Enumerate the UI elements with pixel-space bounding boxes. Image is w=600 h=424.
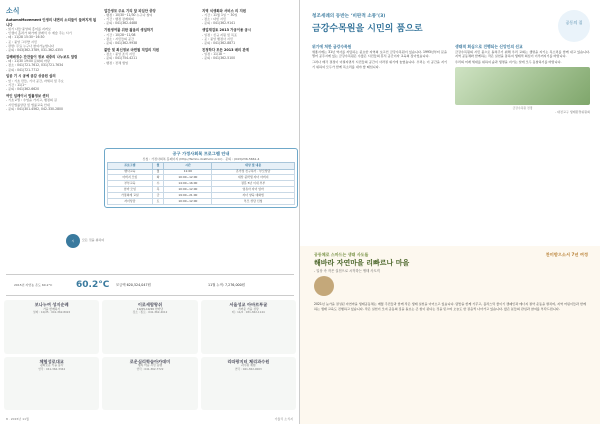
news-entry-title: 여인 임레이너 법률정보 센터 — [6, 93, 49, 98]
eco-subtitle: - 일상 속 작은 실천으로 시작하는 생태 사도직 — [314, 269, 380, 273]
news-entry-line: - 문의 : 041)754-4211 — [104, 56, 138, 61]
news-entry-line: - 일정 : 11/18 ~ — [202, 52, 226, 57]
event-info: 날짜 : 10/25 · 041-362-8022 — [33, 310, 71, 315]
program-title: 공구 가정사회복 프로그램 안내 — [172, 151, 230, 156]
news-entry-title: 기원생여를 위한 젊음의 생일하기 — [104, 28, 154, 33]
news-entry-line: - 문의 : 041)362-6620 — [6, 87, 40, 92]
news-entry-line: - 읽기 나들·중앙의 흥미를 지켜보 — [6, 27, 51, 32]
page-footer-left: 8 · 2015년 11월 — [6, 416, 29, 421]
event-title: 체험성로대교 — [39, 358, 64, 364]
table-cell: 10:00~12:00 — [164, 175, 212, 181]
news-entry — [6, 94, 98, 111]
table-header: 월 — [152, 163, 164, 169]
event-title: 보나누여 성지순례 — [34, 302, 69, 307]
event-info: 연락 : 041-362-9003 — [234, 366, 262, 371]
table-cell: 11:00 — [164, 169, 212, 175]
news-entry-line: - 시민법률상담 및 법률교육 안내 — [6, 102, 50, 107]
news-entry-line: - 곳 : 중앙 행정사 시민 — [202, 36, 233, 41]
event-title: 로운심리학습아카데미 — [129, 358, 171, 364]
news-entry — [202, 48, 294, 61]
news-section — [6, 6, 293, 272]
photo-caption: 금강수목원 전경 — [512, 105, 533, 110]
table-cell: 온가정 친구하기 · 부모상담 — [212, 169, 295, 175]
news-entry-line: - 기간 : 10/28~11/08 — [104, 32, 136, 37]
table-cell: 부부교육 — [108, 181, 153, 187]
news-entry-title: 임공 기 시 공예 공감 상공원 살의 — [6, 74, 56, 79]
table-header: 시간 — [164, 163, 212, 169]
section-heading: 소식 — [6, 6, 20, 15]
news-entry-line: - 행정 : 10/30~11/30 누구나 참여 — [104, 13, 153, 18]
table-cell: 부모 상담 신청 — [212, 199, 295, 205]
eco-apostle-section — [300, 246, 600, 424]
news-entry-line: - 문의 : 041)362-5100 — [202, 56, 236, 61]
table-cell: 자녀 양육 대화법 — [212, 193, 295, 199]
news-entry-line: - 문의 : 041)362-9938 — [104, 41, 138, 46]
laudato-logo-icon: 찬미받으소서 7년 여정 — [545, 252, 588, 257]
table-cell: 아버지 모임 — [108, 175, 153, 181]
event-subtitle: 가까운 가을 성당 — [237, 306, 259, 311]
news-entry — [6, 18, 98, 52]
article-paragraph: 세종시에는 31년 역사를 자랑하는 중요한 지역의 보고인 금강수목원이 있습니다. 1993년부터 문을 열어 공주시에 있는 금강수목원은 수많은 시민들의 휴식 공간이자 교육의 장이었습니다. — [312, 50, 447, 59]
news-entry-line: - 행정 : 전체 생업 — [104, 60, 129, 65]
news-entry-title: 지역 식생회와 서비스 의 지원 — [202, 8, 247, 13]
table-cell: 자녀상담 — [108, 199, 153, 205]
table-cell: 10:00~12:00 — [164, 187, 212, 193]
news-entry — [6, 55, 98, 72]
charity-temperature: 60.2°C — [76, 279, 110, 290]
event-info: 연락 : 041-362-7722 — [136, 366, 164, 371]
news-entry-line: - 장소 : 041)721-7612, 031)721-7634 — [6, 63, 64, 68]
news-entry-title: 생업재검토 2013 가공이용 공시 — [202, 28, 252, 33]
portrait-photo — [314, 276, 334, 296]
article-column-1 — [312, 44, 447, 240]
corner-logo-icon: 공동의 집 — [558, 10, 590, 42]
news-entry-title: 업간생모 주요 기리 알 피임안 중앙 — [104, 8, 156, 13]
event-info: 장소 : 종로 · 041-362-4012 — [132, 310, 168, 315]
table-row — [108, 199, 295, 205]
table-cell: 영유아 자녀 엄마 — [212, 187, 295, 193]
table-header: 프로그램 — [108, 163, 153, 169]
article-signature: - 대전교구 생태환경위원회 — [555, 110, 590, 115]
table-cell: 대상 중학생 자녀 아버지 — [212, 175, 295, 181]
event-info: 연락 : 041-362-3344 — [38, 366, 66, 371]
program-subtitle: 신청 : 가정사회복 홈페이지 (http://familu.dcatholic.or.kr) · 문의 : (043)236-5661-4 — [142, 156, 260, 161]
article-body — [312, 44, 590, 240]
news-entry-line: - 인생이 흘러가 화가에 클래식 수 예술 주는 시기 — [6, 31, 72, 36]
table-header: 대상 및 내용 — [212, 163, 295, 169]
news-entry-line: - 문의 : 041)301-4562, 042-330-2800 — [6, 106, 63, 111]
table-cell: 14:00~16:00 — [164, 181, 212, 187]
article-column-2 — [455, 44, 590, 240]
article-paragraph: 금강수목원의 시민 품으로 돌려주기 위해 우리 교회는 생명을 지키는 목소리를 함께 내고 있습니다. 지역 공동체와 함께하는 작은 실천을 통하여 생태적 회심이 이루어지기를 바랍니다. — [455, 50, 590, 59]
news-entry-title: 김해배정수 잔잔들이 정보 대중의 나누보도 알림 — [6, 54, 78, 59]
news-entry-line: - 기간 : 11/1~ — [6, 83, 27, 88]
table-cell: 결혼 5년 이내 부부 — [212, 181, 295, 187]
news-entry-line: - 일정 : 신규 지원 및 목표 — [202, 32, 237, 37]
event-subtitle: 평화로운 가을 농사 — [39, 363, 64, 368]
right-page — [300, 0, 600, 424]
event-title: 서울성교 아바르투굴 — [229, 302, 268, 307]
news-entry-line: - 문의 : 041)362-4488 — [104, 21, 138, 26]
news-entry — [104, 48, 196, 65]
event-subtitle: 가을 함께하기 — [43, 306, 61, 311]
charity-label: 2015년 자연농 온도 60.2°C — [14, 282, 53, 287]
news-entry-line: - 문의 : 041)362-9141 — [202, 21, 236, 26]
news-entry-line: - 때 : 11/30 19:00 문화의 마당 — [6, 59, 50, 64]
news-entry-line: - 기간 : 11월 1일 ~ 30일 — [202, 13, 238, 18]
event-subtitle: 행복 마음 시민 동행 — [137, 363, 163, 368]
charity-total: 모금액 620,524,047원 — [116, 282, 151, 287]
event-card — [4, 300, 99, 354]
table-cell: 월 — [152, 169, 164, 175]
news-entry-line: - 때 : 11/28 15:30~16:30 — [6, 35, 45, 40]
news-entry-line: - 기간 : 행정 장례회의 — [104, 17, 135, 22]
event-title: 이로세람랑쉬 — [137, 302, 163, 307]
table-cell: 19:00~21:00 — [164, 193, 212, 199]
circle-badge-icon: 시 — [66, 234, 80, 248]
table-cell: 엄마 모임 — [108, 187, 153, 193]
event-info: 때 : 11/2 · 031-362-1144 — [231, 310, 265, 315]
news-entry-line: - 기초교열 : 수업을 가지고, 행정의 길 — [6, 98, 57, 103]
table-cell: 토 — [152, 199, 164, 205]
news-entry-title: 불만 및 최신정보 마련될 직업의 지원 — [104, 47, 160, 52]
eco-title: 해바라 자연마을 리빠르나 마을 — [314, 259, 410, 267]
news-entry-line: - 곳 : 중앙 그루밭 시민 — [6, 39, 37, 44]
program-box — [104, 148, 298, 208]
event-card — [201, 300, 296, 354]
table-cell: 수 — [152, 181, 164, 187]
page-footer-right: 가톨릭 소식지 — [274, 416, 293, 421]
event-card — [4, 357, 99, 411]
article-subheading: 위기에 처한 금강수목원 — [312, 44, 352, 49]
news-entry — [6, 74, 98, 91]
article-kicker: 청조세례의 동반는 ‘비판적 소통’(3) — [312, 14, 386, 19]
article-subheading: 생태적 회심으로 진행되는 신앙인의 선교 — [455, 44, 523, 49]
event-subtitle: 과수원 체험 — [241, 363, 256, 368]
news-entry-line: - 관람: 무료 누구나 참여가능합니다 — [6, 43, 54, 48]
eco-kicker: 공동체로 스마드는 생태 사도들 — [314, 252, 369, 257]
season-grid — [4, 300, 296, 410]
table-cell: 목 — [152, 187, 164, 193]
article-paragraph: 우리의 미래 세대를 위하여 숲과 생명을 지키는 일에 모두 동참하기를 바랍니다. — [455, 60, 562, 65]
event-title: 리따랑지터 체리과수원 — [227, 358, 270, 364]
badge-label: 모든 것을 위하여 — [82, 238, 105, 242]
news-entry-title: AutumnMovement 인생의 내면의 소리들이 들려지게 됩니다 — [6, 17, 97, 27]
table-cell: 행사교육 — [108, 169, 153, 175]
table-cell: 가정의례 교실 — [108, 193, 153, 199]
event-card — [102, 300, 197, 354]
event-card — [201, 357, 296, 411]
news-entry-line: - 문의 : 043)362-3789, 031-362-4355 — [6, 47, 63, 52]
article-title: 금강수목원을 시민의 품으로 — [312, 24, 423, 34]
article-paragraph: 그러나 매각 결정이 이뤄지면서 시민들의 공간이 사라질 위기에 놓였습니다. 우리는 이 공간을 지키기 위하여 모두가 함께 목소리를 내야 할 때입니다. — [312, 60, 447, 69]
table-cell: 금 — [152, 193, 164, 199]
event-card — [102, 357, 197, 411]
news-entry-line: - 문의 : 041)721-7712 — [6, 67, 40, 72]
event-subtitle: 10/25-10/26 한마당 — [136, 306, 164, 311]
charity-bar — [6, 274, 294, 296]
charity-month: 11월 누적: 7,276,000원 — [208, 282, 245, 287]
news-entry — [104, 28, 196, 45]
table-cell: 10:00~12:00 — [164, 199, 212, 205]
news-entry-line: - 장소 : 시민들의 공간 — [104, 36, 135, 41]
news-entry — [202, 28, 294, 45]
news-entry-line: - 문의 : 041)362-8871 — [202, 41, 236, 46]
news-entry-line: - 앞 : 기초 만들, 기사 공간, 자세히 및 주요 — [6, 78, 64, 83]
news-entry — [104, 9, 196, 26]
forest-photo — [455, 67, 590, 105]
table-cell: 화 — [152, 175, 164, 181]
program-table — [107, 162, 295, 205]
eco-text: 2021년 늦가을 결성된 자연마을 생태공동체는 매월 주민들과 함께 작은 생태 실천을 이어오고 있습니다. 텃밭을 함께 가꾸고, 플라스틱 줄이기 캠페인과 에너지 절약 운동을 펼치며, 지역 어린이들과 함께하는 생태 교육도 진행하고 있습니다. 작은 실천이 모여 공동의 집을 돌보는 큰 힘이 된다는 것을 믿으며 오늘도 한 걸음씩 나아가고 있습니다. 많은 분들의 관심과 참여를 부탁드립니다. — [314, 302, 586, 311]
news-entry-line: - 장소 : 다빈 시민 — [202, 17, 227, 22]
news-entry-line: - 장소 : 중앙 조식 시민 — [104, 52, 135, 57]
news-entry — [202, 9, 294, 26]
news-entry-title: 친정하다 모든 2013 매의 관계 — [202, 47, 249, 52]
news-column-1 — [6, 6, 98, 226]
